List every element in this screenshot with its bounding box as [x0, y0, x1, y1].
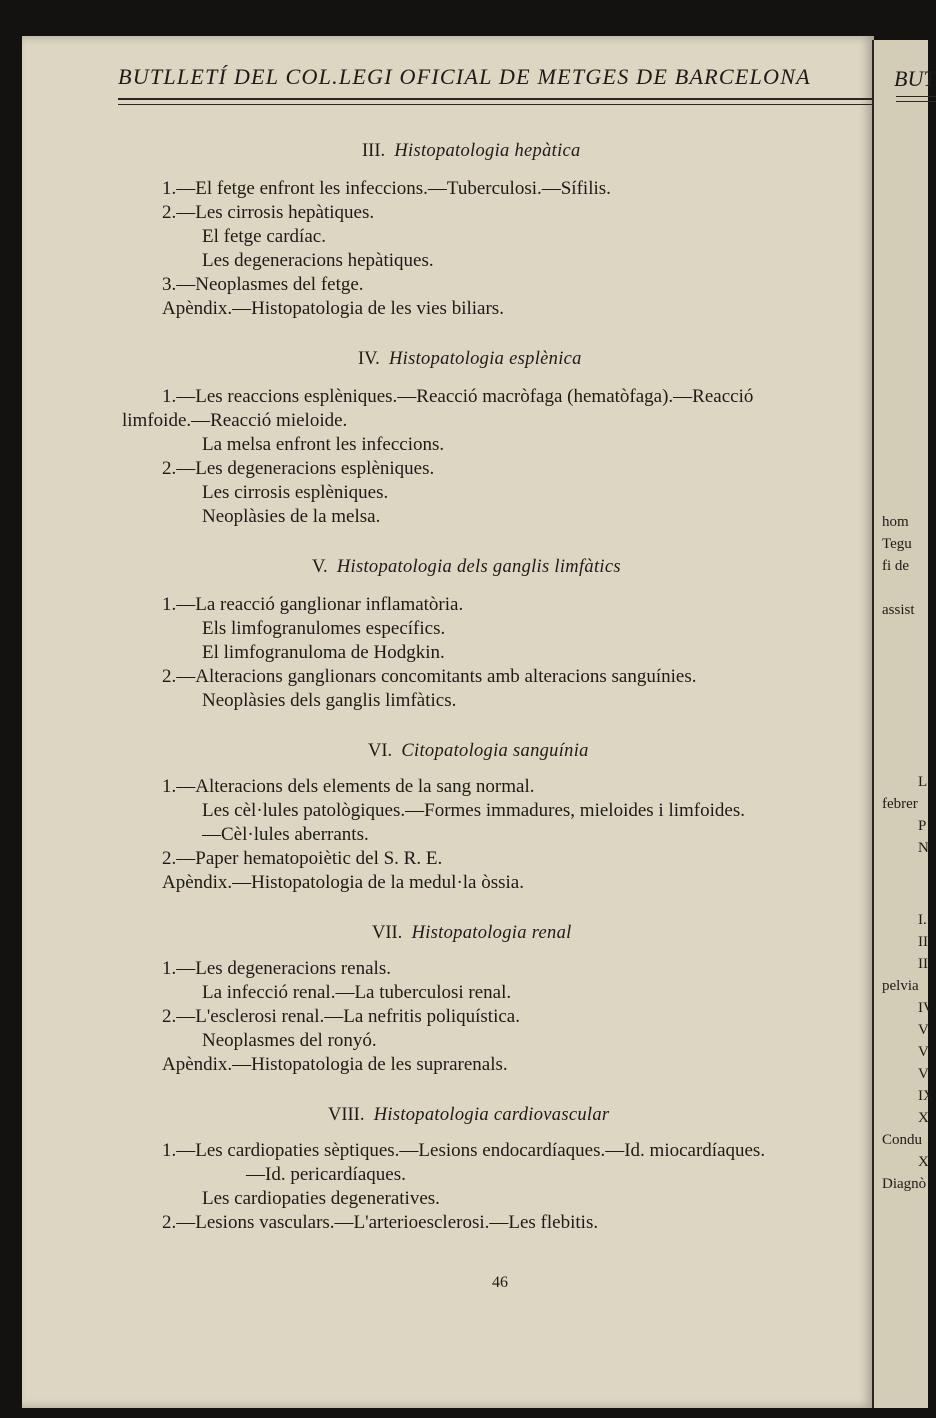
- facing-page-fragment: N: [918, 840, 929, 856]
- list-item: Les cirrosis esplèniques.: [202, 482, 389, 503]
- section-title: VII. Histopatologia renal: [372, 923, 572, 943]
- facing-page-fragment: assist: [882, 602, 915, 618]
- list-item: —Id. pericardíaques.: [246, 1164, 406, 1185]
- section-title: VI. Citopatologia sanguínia: [368, 741, 589, 761]
- list-item: Apèndix.—Histopatologia de les vies biliars.: [162, 298, 504, 319]
- facing-page-rule: [896, 101, 936, 102]
- facing-page-fragment: V: [918, 1066, 929, 1082]
- facing-page-fragment: P: [918, 818, 927, 834]
- facing-page-fragment: V: [918, 1022, 929, 1038]
- facing-page-fragment: Tegu: [882, 536, 912, 552]
- facing-page-fragment: IX: [918, 1088, 934, 1104]
- list-item: Les cardiopaties degeneratives.: [202, 1188, 440, 1209]
- page: [22, 36, 874, 1408]
- list-item: limfoide.—Reacció mieloide.: [122, 410, 348, 431]
- facing-page-fragment: febrer: [882, 796, 918, 812]
- list-item: 2.—Alteracions ganglionars concomitants amb alteracions sanguínies.: [162, 666, 697, 687]
- facing-page-fragment: II: [918, 934, 928, 950]
- facing-page-fragment: IV: [918, 1000, 934, 1016]
- list-item: —Cèl·lules aberrants.: [202, 824, 369, 845]
- facing-page-fragment: V: [918, 1044, 929, 1060]
- facing-page-fragment: fi de: [882, 558, 910, 574]
- list-item: 1.—Les reaccions esplèniques.—Reacció macròfaga (hematòfaga).—Reacció: [162, 386, 754, 407]
- list-item: La melsa enfront les infeccions.: [202, 434, 445, 455]
- list-item: Neoplàsies de la melsa.: [202, 506, 381, 527]
- facing-page-fragment: L: [918, 774, 928, 790]
- facing-page-fragment: Diagnò: [882, 1176, 927, 1192]
- facing-page-fragment: Condu: [882, 1132, 923, 1148]
- section-title: IV. Histopatologia esplènica: [358, 349, 582, 369]
- facing-page-fragment: X: [918, 1110, 929, 1126]
- list-item: Les degeneracions hepàtiques.: [202, 250, 434, 271]
- facing-page-edge: [872, 40, 936, 1408]
- list-item: 1.—Les cardiopaties sèptiques.—Lesions endocardíaques.—Id. miocardíaques.: [162, 1140, 766, 1161]
- section-title: V. Histopatologia dels ganglis limfàtics: [312, 557, 621, 577]
- list-item: Neoplasmes del ronyó.: [202, 1030, 377, 1051]
- list-item: 2.—Paper hematopoiètic del S. R. E.: [162, 848, 443, 869]
- facing-page-fragment: hom: [882, 514, 909, 530]
- list-item: Els limfogranulomes específics.: [202, 618, 446, 639]
- running-header: BUTLLETÍ DEL COL.LEGI OFICIAL DE METGES DE BARCELONA: [118, 64, 811, 89]
- section-title: III. Histopatologia hepàtica: [362, 141, 581, 161]
- facing-page-header: BUT: [894, 66, 936, 91]
- list-item: Apèndix.—Histopatologia de la medul·la òssia.: [162, 872, 524, 893]
- list-item: La infecció renal.—La tuberculosi renal.: [202, 982, 512, 1003]
- facing-page-fragment: X: [918, 1154, 929, 1170]
- header-rule-thick: [118, 98, 874, 100]
- page-number: 46: [492, 1274, 508, 1291]
- facing-page-fragment: II: [918, 956, 928, 972]
- list-item: 2.—Les cirrosis hepàtiques.: [162, 202, 375, 223]
- list-item: 2.—Lesions vasculars.—L'arterioesclerosi.—Les flebitis.: [162, 1212, 599, 1233]
- facing-page-fragment: pelvia: [882, 978, 919, 994]
- list-item: 1.—Alteracions dels elements de la sang normal.: [162, 776, 535, 797]
- facing-page-rule: [896, 96, 936, 97]
- list-item: 2.—Les degeneracions esplèniques.: [162, 458, 435, 479]
- list-item: 2.—L'esclerosi renal.—La nefritis poliquística.: [162, 1006, 520, 1027]
- list-item: Apèndix.—Histopatologia de les suprarenals.: [162, 1054, 508, 1075]
- list-item: Neoplàsies dels ganglis limfàtics.: [202, 690, 457, 711]
- list-item: 3.—Neoplasmes del fetge.: [162, 274, 364, 295]
- list-item: El fetge cardíac.: [202, 226, 326, 247]
- section-title: VIII. Histopatologia cardiovascular: [328, 1105, 610, 1125]
- list-item: 1.—El fetge enfront les infeccions.—Tuberculosi.—Sífilis.: [162, 178, 611, 199]
- facing-page-fragment: I.: [918, 912, 927, 928]
- list-item: 1.—La reacció ganglionar inflamatòria.: [162, 594, 464, 615]
- list-item: 1.—Les degeneracions renals.: [162, 958, 391, 979]
- header-rule-thin: [118, 104, 874, 105]
- list-item: Les cèl·lules patològiques.—Formes immadures, mieloides i limfoides.: [202, 800, 745, 821]
- list-item: El limfogranuloma de Hodgkin.: [202, 642, 445, 663]
